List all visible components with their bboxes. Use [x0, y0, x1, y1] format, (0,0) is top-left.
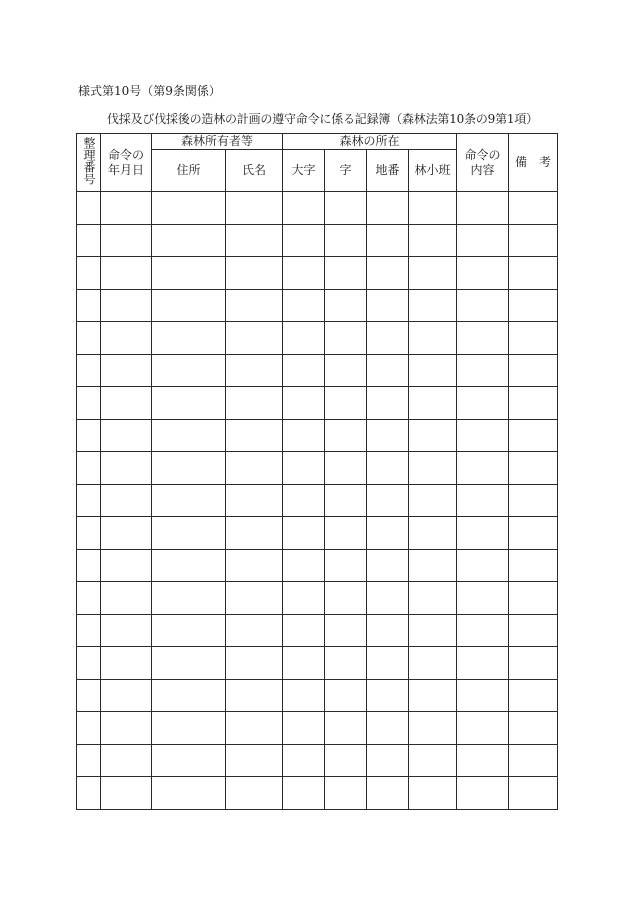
table-cell — [367, 647, 409, 680]
table-cell — [457, 679, 509, 712]
table-cell — [367, 452, 409, 485]
table-cell — [77, 354, 101, 387]
table-cell — [101, 224, 152, 257]
table-cell — [457, 647, 509, 680]
table-cell — [283, 257, 325, 290]
table-cell — [77, 192, 101, 225]
table-cell — [367, 712, 409, 745]
table-cell — [457, 224, 509, 257]
table-cell — [77, 712, 101, 745]
table-cell — [409, 582, 457, 615]
form-number: 様式第10号（第9条関係） — [78, 84, 221, 98]
table-cell — [283, 517, 325, 550]
header-remarks: 備 考 — [509, 134, 558, 192]
table-cell — [152, 777, 226, 810]
table-cell — [509, 452, 558, 485]
table-cell — [226, 777, 283, 810]
table-cell — [226, 387, 283, 420]
table-cell — [101, 744, 152, 777]
table-cell — [226, 419, 283, 452]
table-cell — [283, 322, 325, 355]
table-cell — [409, 679, 457, 712]
table-cell — [283, 224, 325, 257]
table-cell — [409, 452, 457, 485]
table-cell — [509, 777, 558, 810]
table-cell — [367, 257, 409, 290]
table-row — [77, 322, 558, 355]
table-cell — [409, 257, 457, 290]
table-cell — [283, 582, 325, 615]
table-cell — [325, 712, 367, 745]
table-cell — [367, 322, 409, 355]
table-cell — [367, 614, 409, 647]
table-cell — [283, 192, 325, 225]
table-cell — [367, 192, 409, 225]
table-cell — [409, 322, 457, 355]
table-cell — [409, 647, 457, 680]
table-row — [77, 452, 558, 485]
header-serial-number: 整理番号 — [77, 134, 101, 192]
record-register-table — [76, 133, 558, 810]
table-cell — [226, 257, 283, 290]
table-cell — [457, 419, 509, 452]
table-cell — [101, 354, 152, 387]
table-cell — [152, 647, 226, 680]
table-cell — [457, 452, 509, 485]
table-cell — [325, 517, 367, 550]
table-cell — [77, 582, 101, 615]
table-cell — [325, 387, 367, 420]
table-row — [77, 744, 558, 777]
table-cell — [325, 289, 367, 322]
table-cell — [325, 777, 367, 810]
table-cell — [409, 744, 457, 777]
table-cell — [509, 679, 558, 712]
table-cell — [509, 517, 558, 550]
table-cell — [409, 419, 457, 452]
table-cell — [457, 289, 509, 322]
table-cell — [226, 712, 283, 745]
header-order-date: 命令の 年月日 — [101, 134, 152, 192]
table-cell — [152, 614, 226, 647]
register-body — [77, 192, 558, 810]
table-cell — [77, 647, 101, 680]
table-row — [77, 679, 558, 712]
table-cell — [509, 712, 558, 745]
table-cell — [409, 387, 457, 420]
table-cell — [77, 777, 101, 810]
table-cell — [152, 517, 226, 550]
table-cell — [101, 387, 152, 420]
table-cell — [457, 322, 509, 355]
table-cell — [101, 419, 152, 452]
header-location-group: 森林の所在 — [283, 134, 457, 150]
table-cell — [509, 484, 558, 517]
table-cell — [77, 419, 101, 452]
table-cell — [77, 452, 101, 485]
table-cell — [226, 289, 283, 322]
table-row — [77, 712, 558, 745]
table-cell — [509, 192, 558, 225]
table-cell — [101, 322, 152, 355]
table-row — [77, 777, 558, 810]
table-cell — [152, 549, 226, 582]
table-cell — [152, 387, 226, 420]
table-cell — [283, 614, 325, 647]
table-cell — [283, 387, 325, 420]
table-cell — [152, 452, 226, 485]
table-cell — [509, 582, 558, 615]
table-cell — [367, 419, 409, 452]
table-cell — [77, 257, 101, 290]
table-cell — [226, 647, 283, 680]
table-cell — [409, 517, 457, 550]
table-cell — [226, 354, 283, 387]
header-oaza: 大字 — [283, 150, 325, 192]
table-cell — [325, 614, 367, 647]
table-cell — [509, 549, 558, 582]
table-cell — [152, 712, 226, 745]
table-cell — [457, 712, 509, 745]
table-cell — [367, 679, 409, 712]
table-cell — [325, 549, 367, 582]
table-cell — [325, 257, 367, 290]
table-cell — [325, 679, 367, 712]
table-cell — [457, 354, 509, 387]
header-owner-name: 氏名 — [226, 150, 283, 192]
table-row — [77, 484, 558, 517]
table-cell — [283, 712, 325, 745]
table-cell — [77, 224, 101, 257]
table-cell — [101, 289, 152, 322]
table-cell — [101, 517, 152, 550]
table-cell — [367, 354, 409, 387]
table-cell — [283, 647, 325, 680]
table-cell — [152, 192, 226, 225]
table-cell — [509, 322, 558, 355]
table-cell — [283, 354, 325, 387]
table-cell — [325, 452, 367, 485]
table-row — [77, 224, 558, 257]
header-owner-group: 森林所有者等 — [152, 134, 283, 150]
table-cell — [325, 322, 367, 355]
table-cell — [457, 777, 509, 810]
table-cell — [509, 387, 558, 420]
table-cell — [152, 322, 226, 355]
table-cell — [283, 777, 325, 810]
table-cell — [77, 289, 101, 322]
table-row — [77, 192, 558, 225]
table-cell — [367, 224, 409, 257]
table-cell — [325, 484, 367, 517]
table-cell — [77, 614, 101, 647]
table-cell — [367, 387, 409, 420]
header-order-content: 命令の 内容 — [457, 134, 509, 192]
table-cell — [509, 647, 558, 680]
table-cell — [457, 582, 509, 615]
table-cell — [152, 484, 226, 517]
table-cell — [367, 744, 409, 777]
table-cell — [77, 484, 101, 517]
table-row — [77, 647, 558, 680]
table-cell — [152, 744, 226, 777]
table-cell — [509, 419, 558, 452]
table-cell — [509, 614, 558, 647]
header-owner-address: 住所 — [152, 150, 226, 192]
table-cell — [283, 452, 325, 485]
table-cell — [226, 679, 283, 712]
table-cell — [101, 549, 152, 582]
table-cell — [367, 549, 409, 582]
table-row — [77, 354, 558, 387]
table-cell — [101, 192, 152, 225]
table-cell — [283, 549, 325, 582]
table-cell — [101, 484, 152, 517]
table-row — [77, 614, 558, 647]
table-cell — [367, 517, 409, 550]
table-cell — [457, 744, 509, 777]
table-row — [77, 387, 558, 420]
table-cell — [409, 224, 457, 257]
table-cell — [409, 549, 457, 582]
table-cell — [152, 224, 226, 257]
document-title: 伐採及び伐採後の造林の計画の遵守命令に係る記録簿（森林法第10条の9第1項） — [107, 112, 538, 126]
table-cell — [283, 419, 325, 452]
table-cell — [152, 582, 226, 615]
header-lot-number: 地番 — [367, 150, 409, 192]
table-cell — [367, 582, 409, 615]
table-cell — [509, 257, 558, 290]
table-cell — [409, 712, 457, 745]
table-cell — [409, 484, 457, 517]
table-cell — [77, 322, 101, 355]
table-cell — [101, 257, 152, 290]
table-cell — [367, 289, 409, 322]
table-cell — [325, 744, 367, 777]
header-aza: 字 — [325, 150, 367, 192]
table-cell — [283, 679, 325, 712]
table-cell — [152, 679, 226, 712]
table-cell — [226, 484, 283, 517]
table-cell — [457, 484, 509, 517]
table-cell — [101, 614, 152, 647]
table-row — [77, 257, 558, 290]
table-cell — [226, 452, 283, 485]
table-cell — [283, 484, 325, 517]
table-row — [77, 517, 558, 550]
table-cell — [325, 582, 367, 615]
table-cell — [325, 647, 367, 680]
table-cell — [367, 777, 409, 810]
table-cell — [457, 387, 509, 420]
table-cell — [457, 549, 509, 582]
table-cell — [226, 322, 283, 355]
table-cell — [367, 484, 409, 517]
table-cell — [152, 354, 226, 387]
table-row — [77, 419, 558, 452]
table-cell — [509, 744, 558, 777]
table-row — [77, 582, 558, 615]
table-cell — [409, 777, 457, 810]
table-cell — [152, 289, 226, 322]
table-cell — [101, 582, 152, 615]
table-cell — [457, 192, 509, 225]
table-cell — [77, 744, 101, 777]
header-forest-compartment: 林小班 — [409, 150, 457, 192]
table-cell — [509, 289, 558, 322]
table-cell — [101, 777, 152, 810]
table-cell — [509, 354, 558, 387]
table-cell — [409, 192, 457, 225]
table-cell — [457, 614, 509, 647]
table-cell — [101, 712, 152, 745]
table-cell — [77, 517, 101, 550]
table-cell — [101, 679, 152, 712]
table-cell — [226, 517, 283, 550]
table-cell — [325, 419, 367, 452]
table-cell — [226, 224, 283, 257]
table-cell — [409, 289, 457, 322]
table-cell — [283, 289, 325, 322]
table-cell — [226, 192, 283, 225]
table-cell — [509, 224, 558, 257]
table-cell — [226, 582, 283, 615]
table-cell — [325, 224, 367, 257]
table-cell — [77, 549, 101, 582]
table-cell — [409, 614, 457, 647]
table-cell — [226, 549, 283, 582]
table-cell — [457, 517, 509, 550]
table-row — [77, 549, 558, 582]
table-cell — [226, 744, 283, 777]
table-cell — [152, 257, 226, 290]
table-row — [77, 289, 558, 322]
table-cell — [101, 452, 152, 485]
table-cell — [283, 744, 325, 777]
table-cell — [457, 257, 509, 290]
table-cell — [325, 354, 367, 387]
table-cell — [152, 419, 226, 452]
table-cell — [77, 679, 101, 712]
table-cell — [77, 387, 101, 420]
table-cell — [409, 354, 457, 387]
table-cell — [101, 647, 152, 680]
table-cell — [325, 192, 367, 225]
table-cell — [226, 614, 283, 647]
